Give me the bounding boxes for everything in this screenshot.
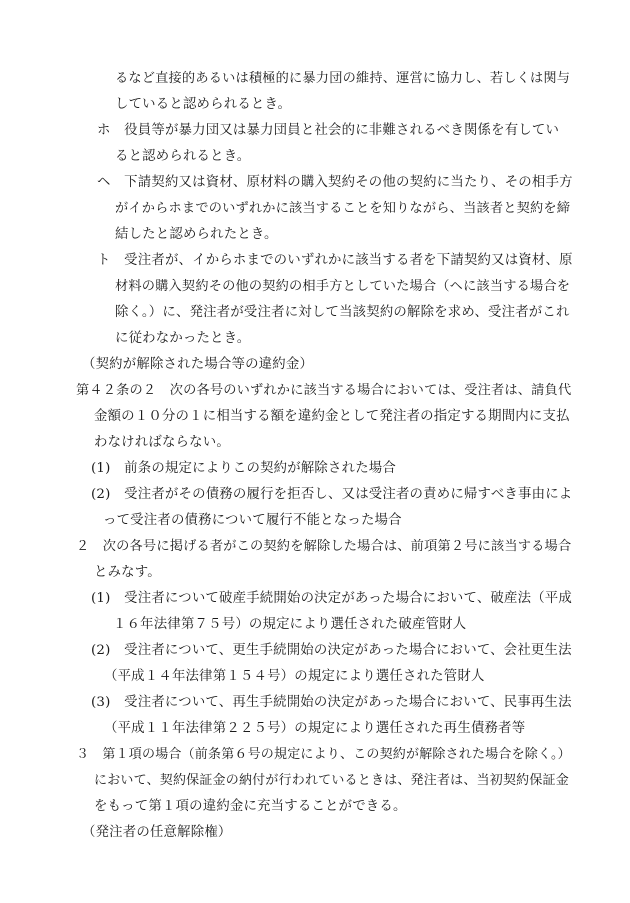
text-line: 除く。）に、発注者が受注者に対して当該契約の解除を求め、受注者がこれ — [115, 305, 570, 320]
list-item-to: ト 受注者が、イからホまでのいずれかに該当する者を下請契約又は資材、原 — [97, 253, 573, 268]
text-line: るなど直接的あるいは積極的に暴力団の維持、運営に協力し、若しくは関与 — [115, 71, 571, 86]
section-heading: （契約が解除された場合等の違約金） — [82, 357, 314, 372]
text-line: 材料の購入契約その他の契約の相手方としていた場合（ヘに該当する場合を — [115, 279, 571, 294]
text-line: （平成１４年法律第１５４号）の規定により選任された管財人 — [104, 669, 485, 684]
numbered-item: (1) 受注者について破産手続開始の決定があった場合において、破産法（平成 — [91, 591, 572, 606]
text-line: をもって第１項の違約金に充当することができる。 — [94, 799, 407, 814]
text-line: 結したと認められたとき。 — [115, 227, 278, 242]
text-line: がイからホまでのいずれかに該当することを知りながら、当該者と契約を締 — [115, 201, 571, 216]
paragraph-2: ２ 次の各号に掲げる者がこの契約を解除した場合は、前項第２号に該当する場合 — [76, 539, 572, 554]
text-line: って受注者の債務について履行不能となった場合 — [103, 513, 402, 528]
paragraph-3: ３ 第１項の場合（前条第６号の規定により、この契約が解除された場合を除く。） — [76, 747, 571, 762]
numbered-item: (1) 前条の規定によりこの契約が解除された場合 — [91, 461, 396, 476]
text-line: わなければならない。 — [94, 435, 230, 450]
numbered-item: (2) 受注者がその債務の履行を拒否し、又は受注者の責めに帰すべき事由によ — [91, 487, 573, 502]
list-item-he: ヘ 下請契約又は資材、原材料の購入契約その他の契約に当たり、その相手方 — [97, 175, 573, 190]
numbered-item: (3) 受注者について、再生手続開始の決定があった場合において、民事再生法 — [91, 695, 572, 710]
text-line: とみなす。 — [94, 565, 161, 580]
text-line: （平成１１年法律第２２５号）の規定により選任された再生債務者等 — [104, 721, 526, 736]
text-line: １６年法律第７５号）の規定により選任された破産管財人 — [113, 617, 467, 632]
text-line: 金額の１０分の１に相当する額を違約金として発注者の指定する期間内に支払 — [94, 409, 570, 424]
article-title: 第４２条の２ 次の各号のいずれかに該当する場合においては、受注者は、請負代 — [76, 383, 572, 398]
numbered-item: (2) 受注者について、更生手続開始の決定があった場合において、会社更生法 — [91, 643, 572, 658]
section-heading: （発注者の任意解除権） — [82, 825, 232, 840]
text-line: していると認められるとき。 — [115, 97, 292, 112]
text-line: ると認められるとき。 — [115, 149, 251, 164]
list-item-ho: ホ 役員等が暴力団又は暴力団員と社会的に非難されるべき関係を有してい — [97, 123, 560, 138]
text-line: に従わなかったとき。 — [115, 331, 251, 346]
text-line: において、契約保証金の納付が行われているときは、発注者は、当初契約保証金 — [94, 773, 569, 788]
